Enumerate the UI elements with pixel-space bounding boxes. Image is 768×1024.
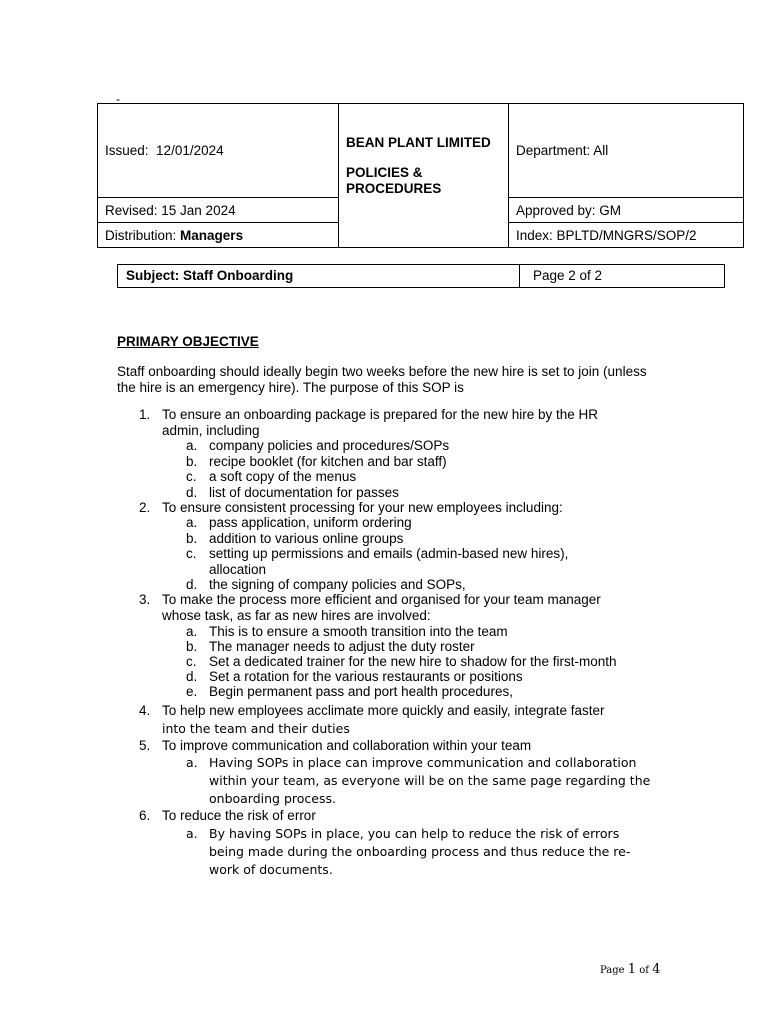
sub-letter: d. [186, 669, 198, 684]
policies-line: POLICIES & [346, 165, 423, 180]
sub-text: Begin permanent pass and port health procedures, [209, 684, 513, 699]
sub-letter: c. [186, 654, 197, 669]
department-cell: Department: All [509, 104, 744, 198]
sub-text: Having SOPs in place can improve communication and collaboration [209, 755, 637, 770]
sub-letter: b. [186, 639, 198, 654]
item-text: into the team and their duties [162, 721, 350, 736]
header-dash: - [116, 92, 120, 106]
sub-text: company policies and procedures/SOPs [209, 438, 450, 453]
item-text: To help new employees acclimate more quickly and easily, integrate faster [162, 703, 605, 718]
sub-text: a soft copy of the menus [209, 469, 357, 484]
company-name: BEAN PLANT LIMITED [346, 135, 491, 150]
procedures-line: PROCEDURES [346, 181, 442, 196]
sub-text: the signing of company policies and SOPs, [209, 577, 466, 592]
item-text: whose task, as far as new hires are involved: [162, 608, 431, 623]
distribution-label: Distribution: [105, 227, 177, 243]
sub-text: By having SOPs in place, you can help to reduce the risk of errors [209, 826, 620, 841]
sub-text: The manager needs to adjust the duty roster [209, 639, 475, 654]
sub-text: being made during the onboarding process and thus reduce the re- [209, 844, 631, 859]
footer-total-pages: 4 [652, 962, 661, 977]
subject-label: Subject: Staff Onboarding [118, 265, 520, 287]
item-number: 1. [139, 407, 151, 422]
issued-value: 12/01/2024 [156, 143, 224, 158]
item-number: 6. [139, 808, 151, 823]
revised-cell: Revised: 15 Jan 2024 [98, 198, 339, 223]
sub-letter: a. [186, 515, 198, 530]
sub-letter: a. [186, 438, 198, 453]
item-number: 2. [139, 500, 151, 515]
section-title: PRIMARY OBJECTIVE [117, 334, 259, 349]
sub-text: Set a dedicated trainer for the new hire to shadow for the first-month [209, 654, 617, 669]
distribution-value: Managers [180, 227, 244, 243]
item-number: 5. [139, 738, 151, 753]
sub-letter: b. [186, 531, 198, 546]
sub-letter: a. [186, 755, 198, 770]
index-cell: Index: BPLTD/MNGRS/SOP/2 [509, 223, 744, 248]
sub-letter: a. [186, 826, 198, 841]
sub-letter: e. [186, 684, 198, 699]
sub-letter: c. [186, 546, 197, 561]
sub-letter: d. [186, 485, 198, 500]
sub-text: work of documents. [209, 862, 333, 877]
item-text: To reduce the risk of error [162, 808, 316, 823]
footer-current-page: 1 [627, 962, 637, 977]
page-footer [600, 962, 660, 977]
sub-letter: c. [186, 469, 197, 484]
sub-letter: a. [186, 624, 198, 639]
item-text: To ensure consistent processing for your new employees including: [162, 500, 563, 515]
footer-page-word: Page [600, 965, 625, 976]
item-text: To ensure an onboarding package is prepared for the new hire by the HR [162, 407, 599, 422]
sub-letter: d. [186, 577, 198, 592]
sub-text: Set a rotation for the various restaurants or positions [209, 669, 523, 684]
sub-text-cont: allocation [209, 562, 267, 577]
issued-label: Issued: [105, 143, 149, 158]
sub-text: addition to various online groups [209, 531, 404, 546]
sub-text: within your team, as everyone will be on the same page regarding the [209, 773, 651, 788]
sub-text: onboarding process. [209, 791, 336, 806]
sub-text: recipe booklet (for kitchen and bar staff) [209, 454, 447, 469]
subject-page: Page 2 of 2 [533, 268, 603, 283]
sub-text: list of documentation for passes [209, 485, 399, 500]
sub-letter: b. [186, 454, 198, 469]
item-text: admin, including [162, 423, 260, 438]
intro-paragraph: Staff onboarding should ideally begin two weeks before the new hire is set to join (unless the hire is an emergency hire). The purpose of this SOP is [117, 364, 647, 395]
sub-text: This is to ensure a smooth transition into the team [209, 624, 508, 639]
approved-cell: Approved by: GM [509, 198, 744, 223]
item-text: To make the process more efficient and organised for your team manager [162, 592, 601, 607]
sub-text: setting up permissions and emails (admin-based new hires), [209, 546, 569, 561]
footer-of-word: of [639, 965, 649, 976]
sub-text: pass application, uniform ordering [209, 515, 412, 530]
item-number: 3. [139, 592, 151, 607]
item-text: To improve communication and collaboration within your team [162, 738, 532, 753]
item-number: 4. [139, 703, 151, 718]
